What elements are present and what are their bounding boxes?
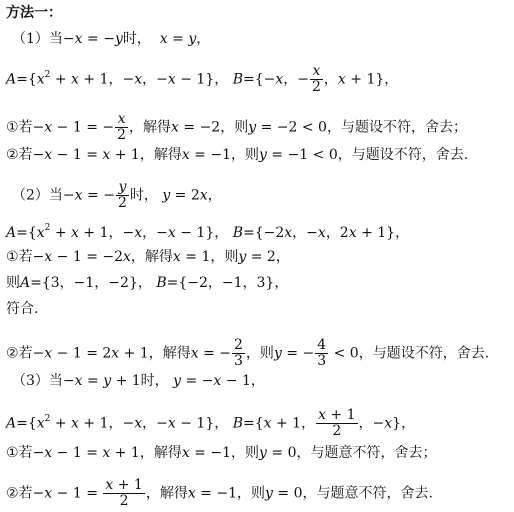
case2-sets: $A=\{x^2 + x + 1$，−x，−x − 1}， B={−2x，−x，2x + 1}， <box>6 223 410 241</box>
case3-sub1: ①若−x − 1 = x + 1，解得x = −1，则y = 0，与题意不符，舍去； <box>6 445 437 461</box>
case3-intro: （3）当−x = y + 1时， y = −x − 1， <box>12 373 265 389</box>
case1-intro: （1）当−x = −y时， x = y， <box>12 31 211 47</box>
case1-sets: $A=\{x^2 + x + 1$，−x，−x − 1}， B={−x，− $\frac{x}{2}$ ，x + 1}， <box>6 63 399 95</box>
case2-sub1: ①若−x − 1 = −2x，解得x = 1，则y = 2， <box>6 249 290 265</box>
case3-sub2: ②若−x − 1 = $\frac{x + 1}{2}$ ，解得x = −1，则y = 0，与题意不符，舍去. <box>6 477 433 509</box>
case2-then: 则A={3，−1，−2}， B={−2，−1，3}， <box>6 275 289 291</box>
case2-ok: 符合. <box>6 301 39 317</box>
case3-sets: $A=\{x^2 + x + 1$，−x，−x − 1}， B={x + 1， $\frac{x + 1}{2}$ ，−x}， <box>6 407 416 439</box>
case1-sub1: ①若−x − 1 = − $\frac{x}{2}$ ，解得x = −2，则y = −2 < 0，与题设不符，舍去； <box>6 111 467 143</box>
method-heading: 方法一： <box>6 5 62 21</box>
case2-sub2: ②若−x − 1 = 2x + 1，解得x = − $\frac{2}{3}$ ，则y = − $\frac{4}{3}$ < 0，与题设不符，舍去. <box>6 337 490 369</box>
case1-sub2: ②若−x − 1 = x + 1，解得x = −1，则y = −1 < 0，与题设不符，舍去. <box>6 147 469 163</box>
case2-intro: （2）当−x = − $\frac{y}{2}$ 时， y = 2x， <box>12 179 222 211</box>
